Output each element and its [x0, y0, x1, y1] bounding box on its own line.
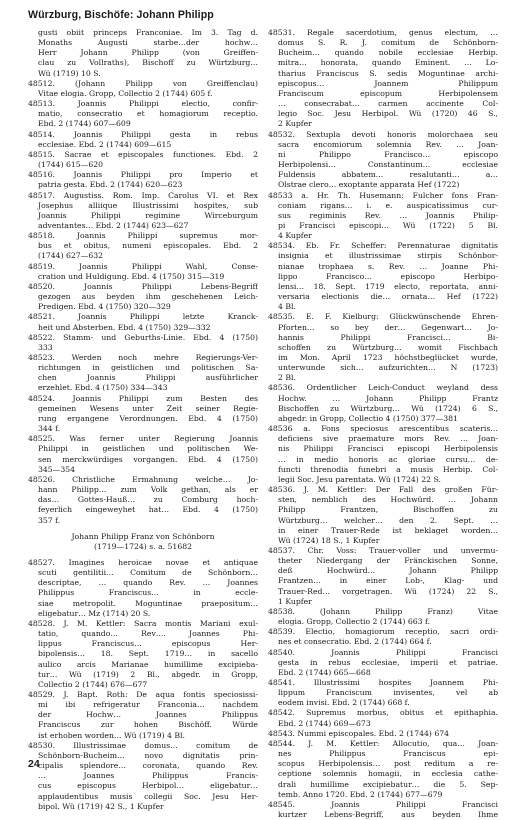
entry-line: 357 f.: [38, 515, 61, 525]
entry-line: eligebatur… Mz (1714) 20 S.: [38, 608, 151, 618]
entry-line: 48535. E. F. Kielburg: Glückwünschende Ehren-: [268, 312, 498, 322]
entry-line: Vitae elogia. Gropp, Collectio 2 (1744) 605 f.: [38, 88, 213, 98]
entry-line: 48516. Joannis Philippi pro Imperio et: [28, 170, 258, 180]
entry-line: Trauer-Red… vorgetragen. Wü (1724) 22 S.,: [278, 586, 498, 596]
entry-line: deß Hochwürd… Johann Philipp: [278, 566, 498, 576]
entry-line: functi threnodia funebri a musis Herbip. Col-: [278, 464, 498, 474]
entry-line: scuti gentilitii… Comitum de Schönborn…: [38, 568, 258, 578]
entry-line: … in medio honoris ac gloriae cursu… de-: [278, 454, 498, 464]
entry-line: 48536 a. Fons speciosus arescentibus scateris…: [268, 424, 498, 434]
entry-line: 48533 a. Hr. Th. Husemann: Fulcher fons Fran-: [268, 190, 498, 200]
entry-line: Schönborn-Bucheim… novo dignitatis prin-: [38, 750, 258, 760]
entry-line: Josephus alliique Illustrissimi hospites, sub: [38, 200, 258, 210]
entry-line: Joannis Philippi regimine Wirceburgum: [38, 210, 258, 220]
entry-line: versaria electionis die… ornata… Hef (1722): [278, 292, 498, 302]
entry-line: bipolensis… 18. Sept. 1719… in sacello: [38, 649, 258, 659]
entry-line: … consecrabat… carmen accinente Col-: [278, 99, 498, 109]
entry-line: 48525. Was ferner unter Regierung Joannis: [28, 434, 258, 444]
entry-line: insignia et illustrissimae stirpis Schönbor-: [278, 251, 498, 261]
entry-line: mi ibi refrigeratur Franconia… nachdem: [38, 700, 258, 710]
entry-line: deficiens sive praemature mors Rev. … Joan-: [278, 434, 498, 444]
entry-line: tharius Franciscus S. sedis Moguntinae archi-: [278, 68, 498, 78]
entry-line: hannis Philippi Francisci… Bi-: [278, 332, 498, 342]
entry-line: Frantzen… in einer Lob-, Klag- und: [278, 576, 498, 586]
entry-line: rung ergangene Verordnungen. Ebd. 4 (1750): [38, 413, 258, 423]
entry-line: heit und Absterben. Ebd. 4 (1750) 329—332: [38, 322, 211, 332]
entry-line: Würtzburg… welcher… den 2. Sept. …: [278, 515, 498, 525]
entry-line: ceptione solemnis homagii, in ecclesia cathe-: [278, 769, 498, 779]
running-header: Würzburg, Bischöfe: Johann Philipp: [28, 9, 214, 21]
entry-line: 48538. (Johann Philipp Franz) Vitae: [268, 606, 498, 616]
entry-line: nis Philippi Francisci episcopi Herbipolensis: [278, 444, 498, 454]
entry-line: 2 Bl.: [278, 373, 296, 383]
entry-line: 4 Bl.: [278, 302, 296, 312]
entry-line: adventantes… Ebd. 2 (1744) 623—627: [38, 220, 189, 230]
entry-line: kurtzer Lebens-Begriff, aus beyden Ihme: [278, 810, 498, 820]
entry-line: cration und Huldigung. Ebd. 4 (1750) 315—319: [38, 271, 225, 281]
entry-line: eodem invisi. Ebd. 2 (1744) 668 f.: [278, 698, 410, 708]
entry-line: coniam rigans… i. e. auspicatissimus cur-: [278, 200, 498, 210]
entry-line: episcopus… Joannem Philippum: [278, 78, 498, 88]
entry-line: erzehlet. Ebd. 4 (1750) 334—343: [38, 383, 168, 393]
entry-line: mitra… honorata, quando Eminent. … Lo-: [278, 58, 498, 68]
entry-line: 345—354: [38, 464, 76, 474]
entry-line: lippus Franciscus… episcopus Her-: [38, 639, 258, 649]
entry-line: richtungen in geistlichen und politischen Sa-: [38, 363, 258, 373]
entry-line: 48544. J. M. Kettler: Allocutio, qua… Joan-: [268, 738, 498, 748]
entry-line: 48518. Joannis Philippi supremus mor-: [28, 231, 258, 241]
entry-line: gezogen aus beyden ihm geschehenen Leich-: [38, 292, 258, 302]
entry-line: sacra encomiorum solemnia Rev. … Joan-: [278, 139, 498, 149]
entry-line: pi Francisci episcopi… Wü (1722) 5 Bl.: [278, 220, 498, 230]
entry-line: 48529. J. Bapt. Roth: De aqua fontis speciosissi-: [28, 690, 258, 699]
entry-line: Hochw. … Johann Philipp Frantz: [278, 393, 498, 403]
entry-line: 48517. Augustiss. Rom. Imp. Carolus VI. et Rex: [28, 190, 258, 200]
entry-line: (1719—1724) s. a. 51682: [93, 541, 192, 551]
entry-line: der Hochw… Joannes Philippus: [38, 710, 258, 720]
entry-line: 48534. Eb. Fr. Scheffer: Perennaturae dignitatis: [268, 241, 498, 251]
entry-line: Franciscus zur hohen Bischöff. Würde: [38, 720, 258, 730]
left-column: [28, 28, 258, 812]
entry-line: aulico arcis Marianae humillime excipieba-: [38, 659, 258, 669]
entry-line: unterwunde sich… aufzurichten… N (1723): [278, 363, 498, 373]
entry-line: abgedr. in Gropp, Collectio 4 (1750) 377—381: [278, 413, 458, 423]
entry-line: elogia. Gropp, Collectio 2 (1744) 663 f.: [278, 617, 431, 627]
entry-line: matio, consecratio et homagiorum receptio.: [38, 109, 258, 119]
entry-line: 48536. Ordentlicher Leich-Conduct weyland dess: [268, 383, 498, 393]
entry-line: ni Philippo Francisco… episcopo: [278, 149, 498, 159]
entry-line: nes Philippus Franciscus epi-: [278, 749, 498, 759]
right-column: [268, 28, 498, 820]
entry-line: das… Gottes-Hauß… zu Comburg hoch-: [38, 495, 258, 505]
entry-line: 48512. (Johann Philipp von Greiffenclau): [28, 78, 258, 88]
entry-line: lensi… 18. Sept. 1719 electo, reportata, anni-: [278, 281, 498, 291]
entry-line: lippum Franciscum invisentes, vel ab: [278, 688, 498, 698]
entry-line: 48528. J. M. Kettler: Sacra montis Mariani exul-: [28, 618, 258, 628]
entry-line: Fuldensis abbatem… resalutanti… a…: [278, 170, 498, 180]
entry-line: 2 Kupfer: [278, 119, 312, 129]
entry-line: chen Joannis Philippi ausführlicher: [38, 373, 258, 383]
entry-line: schoffen zu Würtzburg… womit Fischbach: [278, 342, 498, 352]
entry-line: 48532. Sextupla devoti honoris molorchaea seu: [268, 129, 498, 139]
entry-line: lippo Francisco… episcopo Herbipo-: [278, 271, 498, 281]
entry-line: Monaths Augusti starbe…der hochw…: [38, 38, 258, 48]
entry-line: 333: [38, 342, 53, 352]
entry-line: 48524. Joannis Philippi zum Besten des: [28, 393, 258, 403]
entry-line: sten, nemblich des Hochwürd. … Johann: [278, 495, 498, 505]
entry-line: Herr Johann Philipp (von Greiffen-: [38, 48, 258, 58]
entry-line: 48513. Joannis Philippi electio, confir-: [28, 99, 258, 109]
entry-line: Herbipolensi… Constantinum… ecclesiae: [278, 160, 498, 170]
entry-line: 48523. Werden noch mehre Regierungs-Ver-: [28, 353, 258, 362]
entry-line: 48519. Joannis Philippi Wahl, Conse-: [28, 261, 258, 271]
entry-line: tur… Wü (1719) 2 Bl., abgedr. in Gropp,: [38, 669, 258, 679]
entry-line: 48542. Supremus morbus, obitus et epithaphia.: [268, 708, 498, 718]
entry-line: Bischoffen zu Würtzburg… Wü (1724) 6 S.,: [278, 403, 498, 413]
entry-line: 1 Kupfer: [278, 596, 312, 606]
entry-line: Ebd. 2 (1744) 665—668: [278, 667, 371, 677]
entry-line: gusti obiit princeps Franconiae. Im 3. Tag d.: [38, 28, 258, 37]
page-number: 24: [28, 758, 40, 770]
entry-line: clau zu Vollraths), Bischoff zu Würtzburg…: [38, 58, 258, 68]
entry-line: Philippus Franciscus… in eccle-: [38, 588, 258, 598]
entry-line: feyerlich eingeweyhet hat… Ebd. 4 (1750): [38, 505, 258, 515]
entry-line: 48527. Imagines heroicae novae et antiquae: [28, 557, 258, 567]
entry-line: 48515. Sacrae et episcopales functiones. Ebd. 2: [28, 149, 258, 159]
entry-line: 344 f.: [38, 424, 61, 434]
entry-line: Collectio 2 (1744) 676—677: [38, 679, 148, 689]
entry-line: Olstrae clero… exoptante apparata Hef (1722): [278, 180, 460, 190]
entry-line: 48530. Illustrissimae domus… comitum de: [28, 740, 258, 750]
entry-line: Bucheim… quando nobile ecclesiae Herbip.: [278, 48, 498, 58]
entry-line: Pforten… so bey der… Gegenwart… Jo-: [278, 322, 498, 332]
entry-line: Philipp Frantzen, Bischoffen zu: [278, 505, 498, 515]
entry-line: (1744) 627—632: [38, 251, 104, 261]
entry-line: descriptae, … quando Rev. … Joannes: [38, 578, 258, 588]
entry-line: 48541. Illustrissimi hospites Joannem Phi-: [268, 678, 498, 687]
entry-line: patria gesta. Ebd. 2 (1744) 620—623: [38, 180, 183, 190]
entry-line: Johann Philipp Franz von Schönborn: [71, 531, 215, 541]
entry-line: temb. Anno 1720. Ebd. 2 (1744) 677—679: [278, 789, 443, 799]
entry-line: 48543. Nummi episcopales. Ebd. 2 (1744) 674: [268, 728, 450, 738]
entry-line: gemeinen Wesens unter Zeit seiner Regie-: [38, 403, 258, 413]
entry-line: applaudentibus musis collegii Soc. Jesu Her-: [38, 791, 258, 801]
entry-line: legio Soc. Jesu Herbipol. Wü (1720) 46 S.,: [278, 109, 498, 119]
entry-line: cipalis splendore… coronata, quando Rev.: [38, 761, 258, 771]
entry-line: theter Niedergang der Fränckischen Sonne,: [278, 556, 498, 566]
entry-line: domus S. R. J. comitum de Schönborn-: [278, 38, 498, 48]
entry-line: 48526. Christliche Ermahnung welche… Jo-: [28, 474, 258, 484]
entry-line: Franciscum episcopum Herbipolensem: [278, 88, 498, 98]
entry-line: ist erhoben worden… Wü (1719) 4 Bl.: [38, 730, 185, 740]
entry-line: nianae trophaea s. Rev. … Joanne Phi-: [278, 261, 498, 271]
entry-line: cus episcopus Herbipol… eligebatur…: [38, 781, 258, 791]
entry-line: Predigen. Ebd. 4 (1750) 320—329: [38, 302, 171, 312]
entry-line: 48522. Stamm- und Geburths-Linie. Ebd. 4 (1750): [28, 332, 258, 342]
entry-line: in einer Trauer-Rede ist beklaget worden…: [278, 525, 498, 535]
entry-line: sen merckwürdiges vorgangen. Ebd. 4 (1750): [38, 454, 258, 464]
entry-line: (1744) 615—620: [38, 160, 104, 170]
entry-line: bipol. Wü (1719) 42 S., 1 Kupfer: [38, 801, 164, 811]
entry-line: 4 Kupfer: [278, 231, 312, 241]
entry-line: 48537. Chr. Voss: Trauer-voller und unvermu-: [268, 545, 498, 555]
entry-line: 48521. Joannis Philippi letzte Kranck-: [28, 312, 258, 322]
entry-line: legii Soc. Jesu parentata. Wü (1724) 22 S.: [278, 474, 441, 484]
entry-line: 48545. Joannis Philippi Francisci: [268, 799, 498, 809]
entry-line: 48520. Joannis Philippi Lebens-Begriff: [28, 281, 258, 291]
entry-line: bus et obitus, numeni episcopales. Ebd. 2: [38, 241, 258, 251]
entry-line: 48531. Regale sacerdotium, genus electum, …: [268, 28, 498, 37]
entry-line: Ebd. 2 (1744) 669—673: [278, 718, 371, 728]
entry-line: ecclesiae. Ebd. 2 (1744) 609—615: [38, 139, 172, 149]
entry-line: tatio, quando… Rev…. Joannes Phi-: [38, 629, 258, 639]
entry-line: 48539. Electio, homagiorum receptio, sacri ordi-: [268, 627, 498, 637]
entry-line: … Joannes Philippus Francis-: [38, 771, 258, 781]
entry-line: sus regiminis Rev. … Joannis Philip-: [278, 210, 498, 220]
entry-line: Wü (1719) 10 S.: [38, 68, 101, 78]
entry-line: 48536. J. M. Kettler: Der Fall des großen Für-: [268, 485, 498, 495]
entry-line: nes et consecratio. Ebd. 2 (1744) 664 f.: [278, 637, 432, 647]
entry-line: im Mon. April 1723 höchstbeglücket wurde,: [278, 353, 498, 362]
entry-line: Wü (1724) 18 S., 1 Kupfer: [278, 535, 380, 545]
entry-line: Ebd. 2 (1744) 607—609: [38, 119, 131, 129]
entry-line: hann Philipp… zum Volk gethan, als er: [38, 485, 258, 495]
entry-line: 48540. Joannis Philippi Francisci: [268, 647, 498, 657]
entry-line: scopus Herbipolensis… post reditum a re-: [278, 759, 498, 769]
entry-line: siae metropolit. Moguntinae praepositum…: [38, 598, 258, 608]
entry-line: Philippi in geistlichen und politischen We-: [38, 444, 258, 454]
entry-line: gesta in rebus ecclesiae, imperii et patriae.: [278, 657, 498, 667]
entry-line: drali humillime excipiebatur… die 5. Sep-: [278, 779, 498, 789]
entry-line: 48514. Joannis Philippi gesta in rebus: [28, 129, 258, 139]
